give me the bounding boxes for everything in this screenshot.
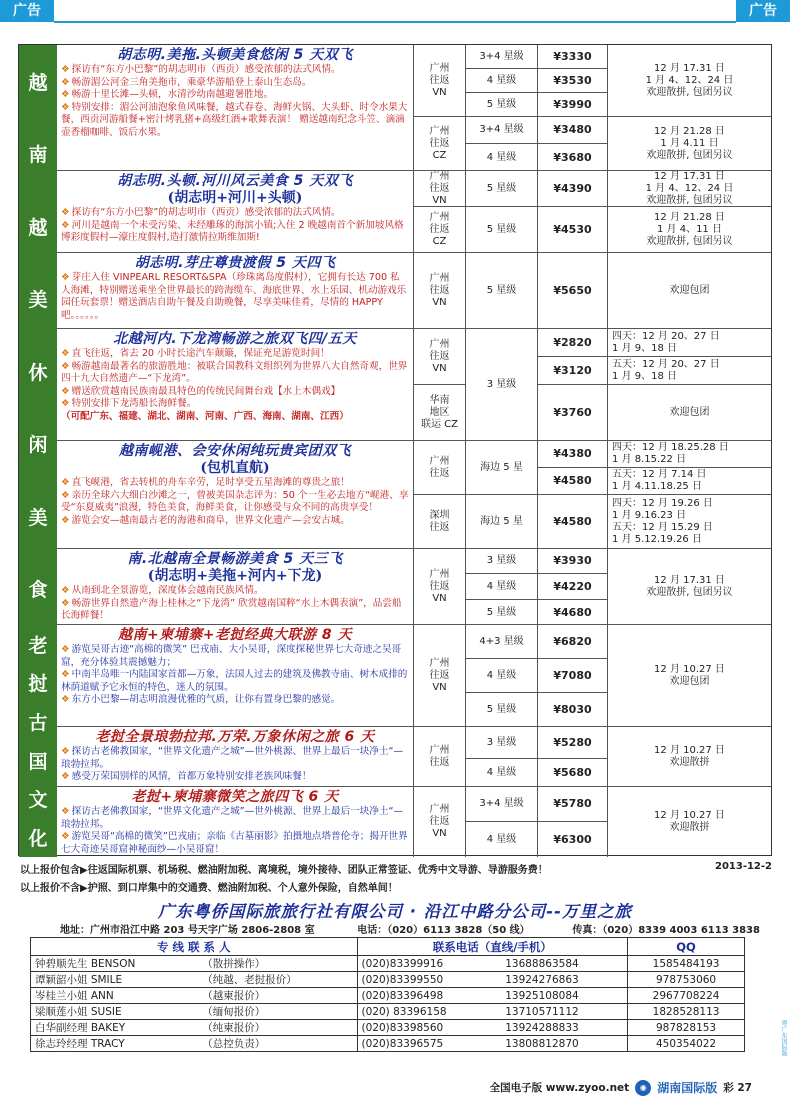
contact-role: （越柬报价） [198, 988, 357, 1004]
date-cell: 四天：12 月 19.26 日 1 月 9.16.23 日 五天：12 月 15.29 日 1 月 5.12.19.26 日 [612, 498, 713, 545]
diamond-icon: ❖ [61, 101, 70, 113]
star-cell: 4 星级 [466, 144, 538, 171]
price-excludes: 以上报价不含▶护照、到口岸集中的交通费、燃油附加税、个人意外保险，自然单间！ [20, 883, 398, 894]
route-cell: 广州 往返 VN [414, 787, 466, 857]
diamond-icon: ❖ [61, 76, 70, 88]
price-cell: ¥3120 [538, 357, 608, 385]
diamond-icon: ❖ [61, 831, 70, 843]
contact-mobile: 13925108084 [501, 988, 627, 1004]
price-cell: ¥3330 [538, 45, 608, 69]
route-cell: 华南 地区 联运 CZ [414, 385, 466, 441]
diamond-icon: ❖ [61, 597, 70, 609]
star-cell: 5 星级 [466, 207, 538, 253]
route-cell: 广州 往返 VN [414, 253, 466, 329]
tour-bullet: ❖ 直飞岘港，省去转机的舟车辛劳，足时享受五星海滩的尊贵之旅！ [61, 477, 350, 488]
tour-bullet: ❖ 畅游世界自然遗产海上桂林之“下龙湾” 欣赏越南国粹“水上木偶表演”，品尝船长海鲜餐！ [61, 597, 402, 622]
star-cell: 5 星级 [466, 600, 538, 625]
star-cell: 4 星级 [466, 69, 538, 93]
diamond-icon: ❖ [61, 348, 70, 359]
route-cell: 广州 往返 CZ [414, 117, 466, 171]
tour-section [57, 727, 771, 787]
star-cell: 5 星级 [466, 253, 538, 329]
tour-bullet: ❖ 感受万荣国别样的风情，首都万象特别安排老族风味餐！ [61, 771, 312, 783]
star-cell: 3+4 星级 [466, 117, 538, 144]
route-cell: 广州 往返 [414, 441, 466, 495]
top-rule [54, 21, 736, 23]
route-cell: 深圳 往返 [414, 495, 466, 549]
tour-section [57, 253, 771, 329]
tour-subtitle: (包机直航) [200, 460, 270, 476]
tour-section [57, 329, 771, 441]
phone-text: 电话：（020）6113 3828（50 线） [357, 925, 530, 936]
date-cell: 五天：12 月 20、27 日 1 月 9、18 日 [608, 357, 771, 385]
diamond-icon: ❖ [61, 219, 70, 231]
tour-title: 北越河内.下龙湾畅游之旅双飞四/五天 [113, 331, 357, 347]
contact-role: （散拼操作） [198, 956, 357, 972]
price-cell: ¥6820 [538, 625, 608, 659]
price-cell: ¥4220 [538, 574, 608, 600]
star-cell: 3+4 星级 [466, 45, 538, 69]
tour-description [57, 45, 414, 170]
star-cell: 3 星级 [466, 727, 538, 759]
tour-description [57, 441, 414, 548]
tour-title: 越南+柬埔寨+老挝经典大联游 8 天 [118, 627, 352, 643]
contact-mobile: 13688863584 [501, 956, 627, 972]
tour-bullet: ❖ 河川是越南一个未受污染、未经雕琢的海滨小镇;入住 2 晚越南首个新加坡风格博彩度假村—濠庄度假村,造打激情拉斯维加斯! [61, 219, 404, 244]
contact-name: 白华副经理 BAKEY [31, 1020, 199, 1036]
contacts-table [30, 937, 745, 1052]
price-cell: ¥3760 [538, 385, 608, 441]
route-cell: 广州 往返 VN [414, 45, 466, 117]
contact-row [31, 972, 745, 988]
tour-title: 胡志明.头顿.河川风云美食 5 天双飞 [117, 173, 353, 189]
date-cell: 12 月 10.27 日 欢迎包团 [654, 664, 725, 687]
diamond-icon: ❖ [61, 89, 70, 101]
star-cell: 4+3 星级 [466, 625, 538, 659]
date-cell: 12 月 17.31 日 1 月 4、12、24 日 欢迎散拼, 包团另议 [608, 45, 771, 117]
star-cell: 5 星级 [466, 171, 538, 207]
contact-row [31, 1036, 745, 1052]
address-text: 地址：广州市沿江中路 203 号天字广场 2806-2808 室 [60, 925, 315, 936]
price-cell: ¥4530 [538, 207, 608, 253]
contact-row [31, 1020, 745, 1036]
price-includes [20, 861, 772, 876]
contact-role: （总控负责） [198, 1036, 357, 1052]
price-cell: ¥5650 [538, 253, 608, 329]
diamond-icon: ❖ [61, 477, 70, 488]
price-cell: ¥3930 [538, 549, 608, 574]
route-cell: 广州 往返 VN [414, 329, 466, 385]
star-cell: 3 星级 [466, 549, 538, 574]
contact-info [60, 921, 760, 936]
contact-mobile: 13924276863 [501, 972, 627, 988]
contact-qq: 978753060 [628, 972, 745, 988]
date-cell: 12 月 21.28 日 1 月 4.11 日 欢迎散拼, 包团另议 [646, 126, 733, 161]
contact-phone: (020)83399550 [357, 972, 501, 988]
price-cell: ¥6300 [538, 822, 608, 857]
tour-description [57, 171, 414, 252]
globe-logo-icon: ◉ [635, 1080, 651, 1096]
diamond-icon: ❖ [61, 385, 70, 397]
tour-bullet: ❖ 芽庄入住 VINPEARL RESORT&SPA（珍珠离岛度假村），它拥有长达 700 私人海滩，特别赠送乘坐全世界最长的跨海缆车、海底世界、水上乐园、机动游戏乐园任玩套票！赠送酒店自助午餐及自助晚餐，尽享美味佳肴，尽情的 HAPPY 吧。。。。。。 [61, 272, 407, 321]
date-cell: 四天：12 月 20、27 日 1 月 9、18 日 [608, 329, 771, 357]
contact-mobile: 13710571112 [501, 1004, 627, 1020]
tour-description [57, 253, 414, 328]
diamond-icon: ❖ [61, 64, 70, 75]
contact-qq: 1828528113 [628, 1004, 745, 1020]
tour-note: （可配广东、福建、湖北、湖南、河南、广西、海南、湖南、江西） [61, 410, 349, 422]
price-cell: ¥4680 [538, 600, 608, 625]
contact-role: （纯越、老挝报价） [198, 972, 357, 988]
tour-bullet: ❖ 游览吴哥古迹“高棉的微笑” 巴戎庙、大小吴哥，深度探秘世界七大奇迹之吴哥窟，充分体验其震撼魅力； [61, 644, 402, 668]
ad-tag-left: 广告 [0, 0, 54, 22]
side-char: 古 [28, 712, 48, 735]
contact-role: （缅甸报价） [198, 1004, 357, 1020]
tour-bullet: ❖ 畅游越南最著名的旅游胜地：被联合国教科文组织列为世界八大自然奇观，世界四十九大自然遗产—“下龙湾”。 [61, 360, 408, 385]
tour-bullet: ❖ 探访古老佛教国家，“世界文化遗产之城”—世外桃源、世界上最后一块净土“—琅勃拉邦。 [61, 746, 404, 770]
star-cell: 5 星级 [466, 93, 538, 117]
date-cell: 12 月 17.31 日 欢迎散拼, 包团另议 [646, 575, 733, 598]
side-char: 文 [28, 789, 48, 812]
diamond-icon: ❖ [61, 398, 70, 410]
date-cell: 欢迎包团 [669, 285, 710, 296]
price-cell: ¥4380 [538, 441, 608, 468]
contact-row [31, 956, 745, 972]
price-cell: ¥5680 [538, 759, 608, 787]
contact-name: 岑桂兰小姐 ANN [31, 988, 199, 1004]
tour-section [57, 171, 771, 253]
route-cell: 广州 往返 [414, 727, 466, 787]
date-cell: 12 月 10.27 日 欢迎散拼 [654, 745, 725, 768]
contact-phone: (020)83399916 [357, 956, 501, 972]
side-char: 美 [28, 506, 48, 529]
diamond-icon: ❖ [61, 746, 70, 757]
price-cell: ¥3480 [538, 117, 608, 144]
diamond-icon: ❖ [61, 207, 70, 218]
issue-date: 2013-12-2 [714, 861, 772, 872]
tour-bullet: ❖ 探访有“东方小巴黎”的胡志明市（西贡）感受浓郁的法式风情。 [61, 207, 341, 218]
ad-tag-right: 广告 [736, 0, 790, 22]
tour-title: 老挝+柬埔寨微笑之旅四飞 6 天 [131, 789, 339, 805]
star-cell: 海边 5 星 [466, 495, 538, 549]
contact-qq: 1585484193 [628, 956, 745, 972]
star-cell: 海边 5 星 [466, 441, 538, 495]
price-cell: ¥4580 [538, 495, 608, 549]
price-cell: ¥3680 [538, 144, 608, 171]
tour-bullet: ❖ 游览会安—越南最古老的海港和商阜，世界文化遗产—会安古城。 [61, 514, 350, 526]
fax-text: 传真：（020）8339 4003 6113 3838 [572, 925, 760, 936]
tour-title: 南.北越南全景畅游美食 5 天三飞 [127, 551, 343, 567]
contact-qq: 2967708224 [628, 988, 745, 1004]
date-cell: 欢迎包团 [669, 407, 710, 418]
tour-section [57, 787, 771, 857]
tour-description [57, 625, 414, 726]
contact-row [31, 988, 745, 1004]
price-cell: ¥5780 [538, 787, 608, 822]
tour-section [57, 549, 771, 625]
contact-name: 徐志玲经理 TRACY [31, 1036, 199, 1052]
diamond-icon: ❖ [61, 360, 70, 372]
side-char: 美 [28, 289, 48, 312]
tour-bullet: ❖ 东方小巴黎—胡志明浪漫优雅的气质，让你有置身巴黎的感觉。 [61, 694, 341, 706]
tour-bullet: ❖ 亲历全球六大细白沙滩之一，曾被美国杂志评为：50 个一生必去地方“岘港、享受“东夏威夷”浪漫，特色美食，海鲜美食，让你感受与众不同的高贵享受！ [61, 489, 409, 514]
tour-title: 老挝全景琅勃拉邦.万荣.万象休闲之旅 6 天 [95, 729, 375, 745]
contact-qq: 450354022 [628, 1036, 745, 1052]
tour-bullet: ❖ 直飞往返，省去 20 小时长途汽车颠簸，保证充足游览时间！ [61, 348, 330, 359]
contact-row [31, 1004, 745, 1020]
contact-phone: (020) 83396158 [357, 1004, 501, 1020]
star-cell: 4 星级 [466, 659, 538, 693]
star-cell: 3+4 星级 [466, 787, 538, 822]
price-cell: ¥4580 [538, 468, 608, 495]
contacts-header-person: 专 线 联 系 人 [31, 938, 358, 956]
side-char: 闲 [28, 434, 48, 457]
tour-title: 胡志明.芽庄尊贵渡假 5 天四飞 [134, 255, 336, 271]
side-char: 挝 [28, 673, 48, 696]
page-footer [490, 1079, 752, 1096]
tour-bullet: ❖ 中南半岛唯一内陆国家首都—万象，法国人过去的建筑及佛教寺庙、树木成排的林荫道赋予它永恒的特色，迷人的氛围。 [61, 669, 408, 693]
side-char: 休 [28, 361, 48, 384]
date-cell: 12 月 21.28 日 1 月 4、11 日 欢迎散拼, 包团另议 [646, 212, 733, 247]
diamond-icon: ❖ [61, 669, 70, 681]
star-cell: 4 星级 [466, 822, 538, 857]
tour-section [57, 441, 771, 549]
side-char: 越 [28, 71, 48, 94]
date-cell: 四天：12 月 18.25.28 日 1 月 8.15.22 日 [608, 441, 771, 468]
edition-label: 湖南国际版 [657, 1081, 718, 1095]
tour-subtitle: (胡志明+美拖+河内+下龙) [147, 568, 323, 584]
tour-bullet: ❖ 探访古老佛教国家，“世界文化遗产之城”—世外桃源、世界上最后一块净土“—琅勃拉邦。 [61, 806, 404, 830]
diamond-icon: ❖ [61, 585, 70, 596]
side-char: 老 [28, 634, 48, 657]
tour-section [57, 45, 771, 171]
tour-section [57, 625, 771, 727]
tour-title: 胡志明.美拖.头顿美食悠闲 5 天双飞 [117, 47, 353, 63]
side-char: 食 [28, 579, 48, 602]
tour-bullet: ❖ 特别安排：湄公河油泡象鱼风味餐，越式春卷、海鲜火锅、大头虾、时令水果大餐，西贡河游船餐+密汁烤乳猪+高级红酒+歌舞表演！ 赠送越南纪念斗笠、滴滴壶香榴咖啡、饭后水果。 [61, 101, 408, 138]
contact-role: （纯柬报价） [198, 1020, 357, 1036]
tour-subtitle: (胡志明+河川+头顿) [167, 190, 303, 206]
contact-phone: (020)83396498 [357, 988, 501, 1004]
diamond-icon: ❖ [61, 806, 70, 817]
side-label-laos [19, 625, 57, 857]
date-cell: 12 月 17.31 日 1 月 4、12、24 日 欢迎散拼, 包团另议 [608, 171, 771, 207]
tour-description [57, 549, 414, 624]
contacts-header-qq: QQ [628, 938, 745, 956]
diamond-icon: ❖ [61, 272, 70, 283]
price-cell: ¥5280 [538, 727, 608, 759]
star-cell: 4 星级 [466, 574, 538, 600]
contact-mobile: 13808812870 [501, 1036, 627, 1052]
diamond-icon: ❖ [61, 771, 70, 783]
contact-name: 谭颖韶小姐 SMILE [31, 972, 199, 988]
tour-bullet: ❖ 从南到北全景游览，深度体会越南民族风情。 [61, 585, 264, 596]
diamond-icon: ❖ [61, 489, 70, 501]
star-cell: 4 星级 [466, 759, 538, 787]
price-cell: ¥4390 [538, 171, 608, 207]
tour-description [57, 329, 414, 440]
date-cell: 五天：12 月 7.14 日 1 月 4.11.18.25 日 [608, 468, 771, 495]
route-cell: 广州 往返 CZ [414, 207, 466, 253]
side-char: 化 [28, 828, 48, 851]
contact-mobile: 13924288833 [501, 1020, 627, 1036]
route-cell: 广州 往返 VN [414, 171, 466, 207]
diamond-icon: ❖ [61, 514, 70, 526]
price-cell: ¥7080 [538, 659, 608, 693]
side-char: 南 [28, 144, 48, 167]
contact-phone: (020)83398560 [357, 1020, 501, 1036]
contact-qq: 987828153 [628, 1020, 745, 1036]
tour-table [18, 44, 772, 856]
price-cell: ¥3530 [538, 69, 608, 93]
route-cell: 广州 往返 VN [414, 549, 466, 625]
price-cell: ¥2820 [538, 329, 608, 357]
star-cell: 5 星级 [466, 693, 538, 727]
side-vertical-note: 粤广东国际版 [780, 1020, 787, 1056]
side-char: 国 [28, 750, 48, 773]
contact-name: 钟碧顺先生 BENSON [31, 956, 199, 972]
site-url: 全国电子版 www.zyoo.net [489, 1082, 630, 1094]
price-cell: ¥8030 [538, 693, 608, 727]
route-cell: 广州 往返 VN [414, 625, 466, 727]
diamond-icon: ❖ [61, 644, 70, 655]
tour-bullet: ❖ 探访有“东方小巴黎”的胡志明市（西贡）感受浓郁的法式风情。 [61, 64, 341, 75]
tour-title: 越南岘港、会安休闲纯玩贵宾团双飞 [119, 443, 351, 459]
tour-bullet: ❖ 畅游湄公河金三角美拖市，乘豪华游船登上泰山生态岛。 [61, 76, 312, 88]
company-name: 广东粤侨国际旅旅行社有限公司 · 沿江中路分公司--万里之旅 [158, 902, 632, 921]
date-cell: 12 月 10.27 日 欢迎散拼 [654, 810, 725, 833]
tour-bullet: ❖ 特别安排下龙湾船长海鲜餐。 [61, 398, 197, 410]
tour-bullet: ❖ 赠送欣赏越南民族南最具特色的传统民间舞台戏【水上木偶戏】 [61, 385, 341, 397]
tour-bullet: ❖ 游览吴哥“高棉的微笑”巴戎庙；亲临《古墓丽影》拍摄地点塔普伦寺；揭开世界七大奇迹吴哥窟神秘面纱—小吴哥窟！ [61, 831, 408, 855]
contact-phone: (020)83396575 [357, 1036, 501, 1052]
tour-description [57, 727, 414, 786]
page-number: 彩 27 [723, 1082, 752, 1094]
includes-text: 以上报价包含▶往返国际机票、机场税、燃油附加税、离境税，境外接待、团队正常签证、优秀中文导游、导游服务费！ [20, 865, 548, 876]
diamond-icon: ❖ [61, 694, 70, 706]
star-cell: 3 星级 [466, 329, 538, 441]
side-char: 越 [28, 216, 48, 239]
contact-name: 梁顺莲小姐 SUSIE [31, 1004, 199, 1020]
tour-description [57, 787, 414, 857]
price-cell: ¥3990 [538, 93, 608, 117]
contacts-header-phone: 联系电话（直线/手机） [357, 938, 628, 956]
side-label-vietnam [19, 45, 57, 625]
tour-bullet: ❖ 畅游十里长滩—头顿，水清沙幼南越避暑胜地。 [61, 89, 274, 101]
